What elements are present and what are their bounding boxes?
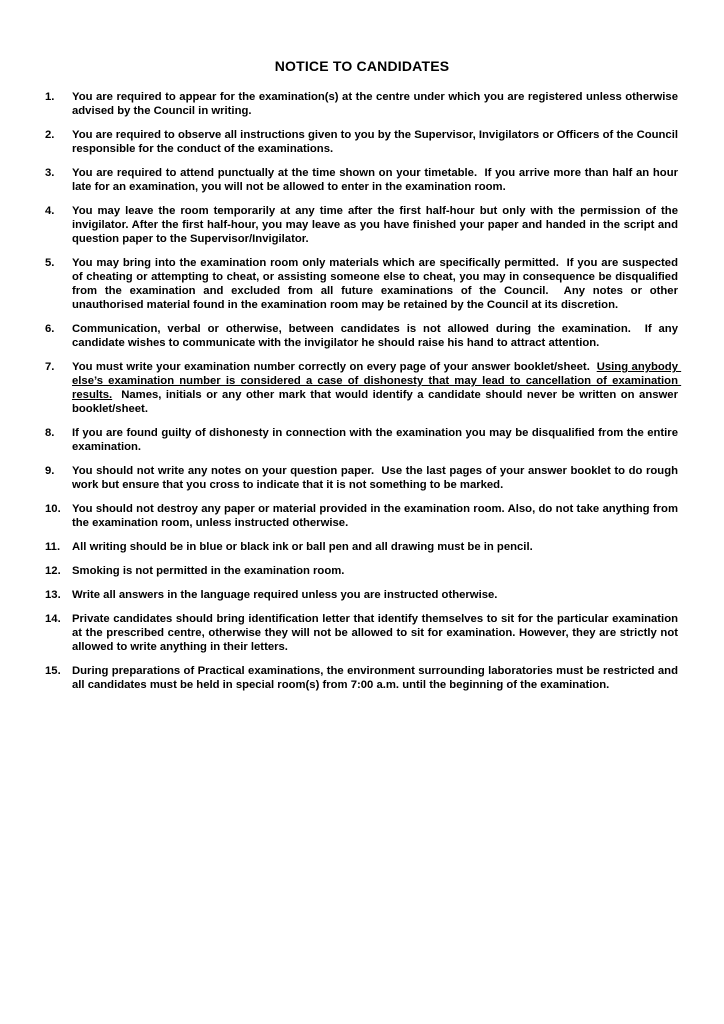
text-segment: You may leave the room temporarily at any time after the first half-hour but only with the permission of the invigilator. After the first half-hour, you may leave as you have finished your paper and handed in the script and question paper to the Supervisor/Invigilator. <box>72 205 682 245</box>
list-item <box>45 502 682 530</box>
item-text <box>72 565 344 577</box>
list-item <box>45 564 678 578</box>
item-text <box>72 465 681 491</box>
item-text <box>72 167 681 193</box>
item-number: 6. <box>45 323 55 335</box>
item-text <box>72 665 681 691</box>
item-number: 5. <box>45 257 55 269</box>
item-number: 13. <box>45 589 61 601</box>
list-item <box>45 256 682 312</box>
list-item <box>45 612 682 654</box>
item-number: 7. <box>45 361 55 373</box>
item-text <box>72 129 681 155</box>
item-text <box>72 91 681 117</box>
item-number: 3. <box>45 167 55 179</box>
list-item <box>45 426 682 454</box>
list-item <box>45 204 682 246</box>
item-text <box>72 613 681 653</box>
item-number: 15. <box>45 665 61 677</box>
item-text <box>72 427 681 453</box>
item-text <box>72 323 681 349</box>
item-text <box>72 361 681 415</box>
list-item <box>45 540 678 554</box>
list-item <box>45 128 682 156</box>
item-number: 2. <box>45 129 55 141</box>
item-number: 12. <box>45 565 61 577</box>
text-segment: You must write your examination number correctly on every page of your answer booklet/sheet. <box>72 361 597 373</box>
item-text <box>72 503 681 529</box>
list-item <box>45 166 682 194</box>
text-segment: You are required to observe all instructions given to you by the Supervisor, Invigilators or Officers of the Council responsible for the conduct of the examinations. <box>72 129 682 155</box>
item-text <box>72 257 681 311</box>
page-title: NOTICE TO CANDIDATES <box>274 58 450 74</box>
text-segment: Write all answers in the language required unless you are instructed otherwise. <box>72 589 498 601</box>
list-item <box>45 322 682 350</box>
text-segment: Communication, verbal or otherwise, between candidates is not allowed during the examination. If any candidate wishes to communicate with the invigilator he should raise his hand to attract attention. <box>72 323 682 349</box>
item-text <box>72 541 533 553</box>
item-number: 1. <box>45 91 55 103</box>
text-segment: You may bring into the examination room only materials which are specifically permitted. If you are suspected of cheating or attempting to cheat, or assisting someone else to cheat, you may in consequence be disqualified from the examination and excluded from all future examinations of the Council. Any notes or other unauthorised material found in the examination room may be retained by the Council at its discretion. <box>72 257 682 311</box>
text-segment: Smoking is not permitted in the examination room. <box>72 565 345 577</box>
item-number: 14. <box>45 613 61 625</box>
item-number: 11. <box>45 541 61 553</box>
text-segment: Names, initials or any other mark that would identify a candidate should never be written on answer booklet/sheet. <box>72 389 682 415</box>
item-number: 8. <box>45 427 55 439</box>
item-number: 10. <box>45 503 61 515</box>
text-segment: You are required to attend punctually at the time shown on your timetable. If you arrive more than half an hour late for an examination, you will not be allowed to enter in the examination room. <box>72 167 682 193</box>
item-number: 9. <box>45 465 55 477</box>
list-item <box>45 664 682 692</box>
text-segment: All writing should be in blue or black ink or ball pen and all drawing must be in pencil. <box>72 541 533 553</box>
text-segment: You should not write any notes on your question paper. Use the last pages of your answer booklet to do rough work but ensure that you cross to indicate that it is not something to be marked. <box>72 465 682 491</box>
text-segment: You should not destroy any paper or material provided in the examination room. Also, do not take anything from the examination room, unless instructed otherwise. <box>72 503 682 529</box>
item-text <box>72 205 681 245</box>
text-segment: During preparations of Practical examinations, the environment surrounding laboratories must be restricted and all candidates must be held in special room(s) from 7:00 a.m. until the beginning of the examination. <box>72 665 682 691</box>
list-item <box>45 360 682 416</box>
list-item <box>45 588 678 602</box>
text-segment: If you are found guilty of dishonesty in connection with the examination you may be disqualified from the entire examination. <box>72 427 682 453</box>
item-text <box>72 589 497 601</box>
underlined-text-segment: Using anybody else’s examination number is considered a case of dishonesty that may lead to cancellation of examination results. <box>72 361 682 401</box>
list-item <box>45 464 682 492</box>
notice-list <box>45 90 682 702</box>
item-number: 4. <box>45 205 55 217</box>
text-segment: You are required to appear for the examination(s) at the centre under which you are registered unless otherwise advised by the Council in writing. <box>72 91 682 117</box>
list-item <box>45 90 682 118</box>
text-segment: Private candidates should bring identification letter that identify themselves to sit for the particular examination at the prescribed centre, otherwise they will not be allowed to sit for examination. However, they are strictly not allowed to write anything in their letters. <box>72 613 682 653</box>
